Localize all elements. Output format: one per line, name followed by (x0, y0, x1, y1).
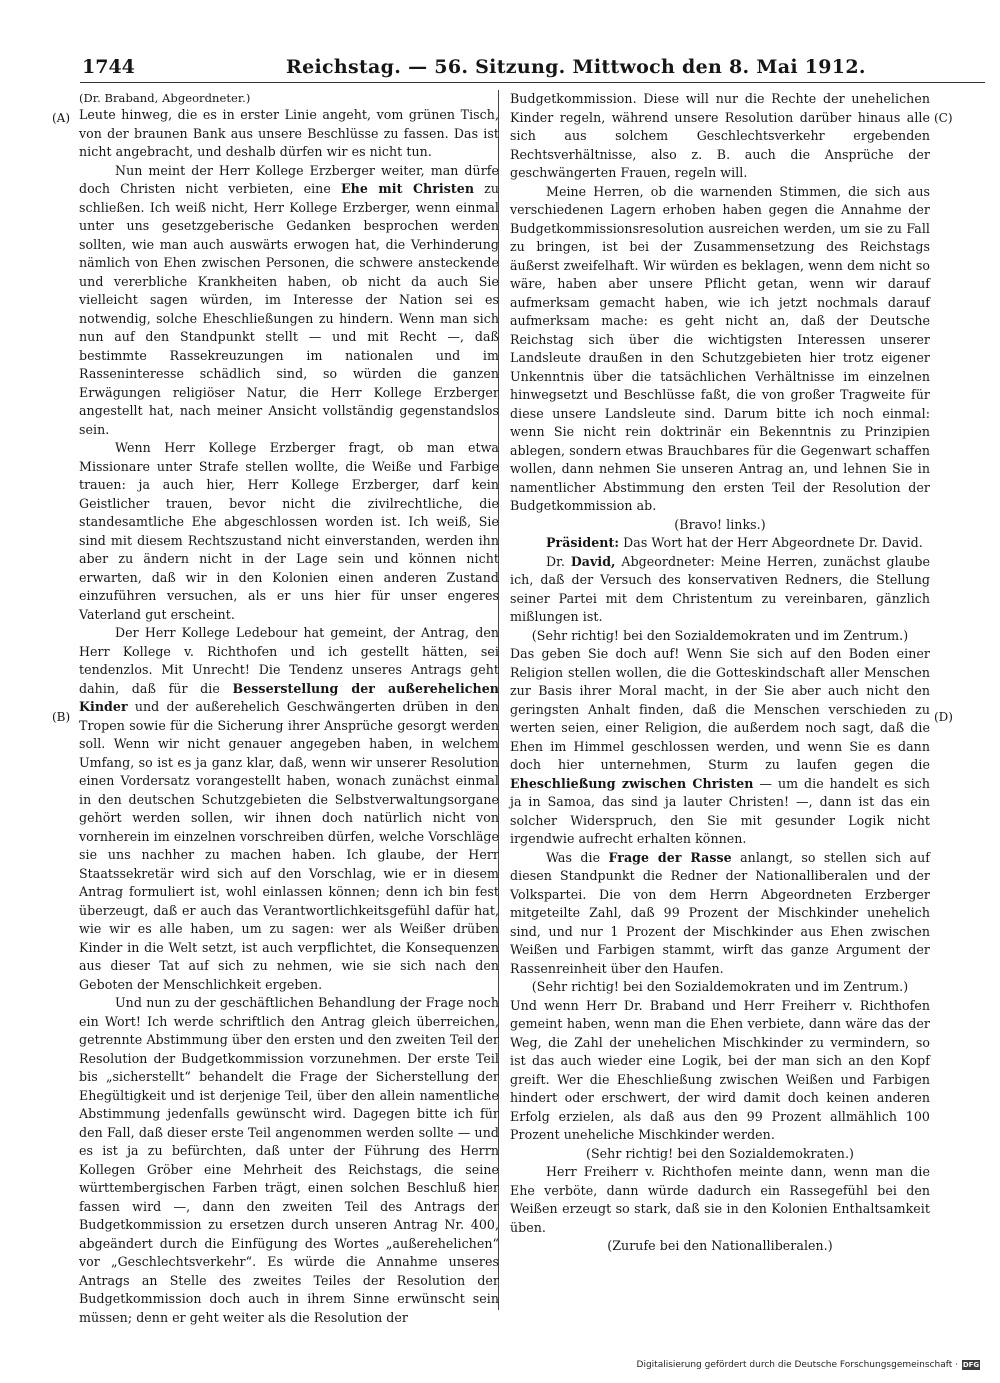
margin-letter-b: (B) (52, 710, 71, 724)
reaction: (Sehr richtig! bei den Sozialdemokraten und im Zentrum.) (531, 627, 909, 643)
reaction: (Zurufe bei den Nationalliberalen.) (607, 1238, 833, 1253)
text-run: Das geben Sie doch auf! Wenn Sie sich auf den Boden einer Religion stellen wollen, die die Gotteskindschaft aller Menschen zur Basis ihrer Moral macht, in der Sie aber auch nicht den geringsten Anhalt finden, daß die Menschen verschieden zu werten seien, einer Religion, die außerdem noch sagt, daß die Ehen im Himmel geschlossen werden, und wenn Sie es dann doch hier unternehmen, Sturm zu laufen gegen die (510, 646, 930, 772)
paragraph: Meine Herren, ob die warnenden Stimmen, die sich aus verschiedenen Lagern erhoben haben gegen die Annahme der Budgetkommissionsresolution ausreichen werden, um sie zu Fall zu bringen, ist bei der Zusammensetzung des Reichstags äußerst zweifelhaft. Wir würden es beklagen, wenn dem nicht so wäre, haben aber unsere Pflicht getan, wenn wir darauf aufmerksam gemacht haben, wie ich jetzt nochmals darauf aufmerksam mache: es geht nicht an, daß der Deutsche Reichstag sich über die wichtigsten Interessen unserer Landsleute draußen in den Schutzgebieten hier trotz eigener Unkenntnis über die tatsächlichen Verhältnisse im einzelnen hinwegsetzt und Beschlüsse faßt, die von großer Tragweite für diese unsere Landsleute sind. Darum bitte ich noch einmal: wenn Sie nicht rein doktrinär ein Bekenntnis zu Prinzipien ablegen, sondern etwas Brauchbares für die Gegenwart schaffen wollen, dann nehmen Sie unseren Antrag an, und lehnen Sie in namentlicher Abstimmung den ersten Teil der Resolution der Budgetkommission ab. (510, 183, 930, 513)
text-run: und der außerehelich Geschwängerten drüben in den Tropen sowie für die Sicherung ihrer Ansprüche gesorgt werden soll. Wenn wir nicht genauer angegeben haben, in welchem Umfang, so ist es ja ganz klar, daß, wenn wir unserer Resolution einen Vordersatz vorangestellt haben, wonach zunächst einmal in den deutschen Schutzgebieten die Selbstverwaltungsorgane gehört werden sollen, wir ihnen doch natürlich nicht von vornherein im einzelnen vorschreiben dürfen, welche Vorschläge sie uns nachher zu machen haben. Ich glaube, der Herr Staatssekretär wird sich auf den Vorschlag, wie er in diesem Antrag formuliert ist, wohl einlassen können; denn ich bin fest überzeugt, daß er auch das Verantwortlichkeitsgefühl dafür hat, wie wir es alle haben, um zu sagen: wer als Weißer drüben Kinder in die Welt setzt, ist auch verpflichtet, die Konsequenzen aus dieser Tat auf sich zu nehmen, wie sie sich nach den Geboten der Menschlichkeit ergeben. (79, 699, 499, 992)
paragraph: Und wenn Herr Dr. Braband und Herr Freiherr v. Richthofen gemeint haben, wenn man die Ehen verbiete, dann wäre das der Weg, die Zahl der unehelichen Mischkinder zu vermindern, so ist das auch wieder eine Logik, bei der man sich an den Kopf greift. Wer die Eheschließung zwischen Weißen und Farbigen hindert oder erschwert, der wird damit doch keinen anderen Erfolg erzielen, als daß aus den 99 Prozent allmählich 100 Prozent uneheliche Mischkinder werden. (510, 997, 930, 1142)
paragraph: Budgetkommission. Diese will nur die Rechte der unehelichen Kinder regeln, während unsere Resolution darüber hinaus alle sich aus solchem Geschlechtsverkehr ergebenden Rechtsverhältnisse, also z. B. auch die Ansprüche der geschwängerten Frauen, regeln will. (510, 91, 930, 180)
right-column (510, 90, 930, 1256)
running-title: Reichstag. — 56. Sitzung. Mittwoch den 8. Mai 1912. (286, 56, 866, 78)
paragraph: Leute hinweg, die es in erster Linie angeht, vom grünen Tisch, von der braunen Bank aus unsere Beschlüsse zu fassen. Das ist nicht angebracht, und deshalb dürfen wir es nicht tun. (79, 107, 499, 159)
text-run: Abgeordneter: Meine Herren, zunächst glaube ich, daß der Versuch des konservativen Redners, die Stellung seiner Partei mit dem Christentum zu vereinbaren, gänzlich mißlungen ist. (510, 553, 930, 624)
footer-credit (637, 1360, 980, 1370)
emphasis: Ehe mit Christen (340, 181, 475, 196)
paragraph (510, 849, 930, 979)
reaction: (Sehr richtig! bei den Sozialdemokraten.) (586, 1145, 854, 1161)
speaker-label: Präsident: (546, 535, 620, 550)
speaker-note: (Dr. Braband, Abgeordneter.) (79, 91, 251, 105)
paragraph: Und nun zu der geschäftlichen Behandlung der Frage noch ein Wort! Ich werde schriftlich den Antrag gleich überreichen, getrennte Abstimmung über den ersten und den zweiten Teil der Resolution der Budgetkommission vorzunehmen. Der erste Teil bis „sicherstellt“ behandelt die Frage der Sicherstellung der Ehegültigkeit und ist derjenige Teil, über den allein namentliche Abstimmung jedenfalls gewünscht wird. Dagegen bitte ich für den Fall, daß dieser erste Teil angenommen werden sollte — und es ist ja zu befürchten, daß unter der Führung des Herrn Kollegen Gröber eine Mehrheit des Reichstags, die seine württembergischen Farben trägt, einen solchen Beschluß hier fassen wird —, dann den zweiten Teil des Antrags der Budgetkommission zu ersetzen durch unseren Antrag Nr. 400, abgeändert durch die Einfügung des Wortes „außerehelichen“ vor „Geschlechtsverkehr“. Es würde die Annahme unseres Antrags an Stelle des zweites Teiles der Resolution der Budgetkommission doch auch in ihrem Sinne erwünscht sein müssen; denn er geht weiter als die Resolution der (79, 995, 499, 1325)
reaction: (Bravo! links.) (674, 516, 766, 532)
left-column (79, 90, 499, 1327)
emphasis: Eheschließung zwischen Christen (510, 775, 754, 791)
emphasis: Frage der Rasse (608, 849, 732, 865)
text-run: Was die (546, 849, 609, 865)
paragraph: Wenn Herr Kollege Erzberger fragt, ob man etwa Missionare unter Strafe stellen wollte, die Weiße und Farbige trauen: ja auch hier, Herr Kollege Erzberger, darf kein Geistlicher trauen, bevor nicht die zivilrechtliche, die standesamtliche Ehe abgeschlossen worden ist. Ich weiß, Sie sind mit diesem Rechtszustand nicht einverstanden, werden ihn aber zu ändern nicht in der Lage sein und können nicht erwarten, daß wir in den Kolonien einen anderen Zustand einzuführen versuchen, als er uns hier für unser engeres Vaterland gut erscheint. (79, 440, 499, 622)
margin-letter-a: (A) (52, 111, 71, 125)
dfg-logo-icon: DFG (962, 1361, 980, 1369)
margin-letter-d: (D) (934, 710, 953, 724)
paragraph (510, 534, 930, 553)
reaction: (Sehr richtig! bei den Sozialdemokraten und im Zentrum.) (531, 979, 909, 994)
paragraph: Herr Freiherr v. Richthofen meinte dann, wenn man die Ehe verböte, dann würde dadurch ein Rassegefühl bei den Weißen erzeugt so stark, daß sie in den Kolonien Enthaltsamkeit üben. (510, 1164, 930, 1235)
text-run: anlangt, so stellen sich auf diesen Standpunkt die Redner der Nationalliberalen und der Volkspartei. Die von dem Herrn Abgeordneten Erzberger mitgeteilte Zahl, daß 99 Prozent der Mischkinder unehelich sind, und nur 1 Prozent der Mischkinder aus Ehen zwischen Weißen und Farbigen stammt, wirft das ganze Argument der Rassenreinheit über den Haufen. (510, 849, 930, 976)
speaker-label: David, (570, 553, 616, 569)
footer-text: Digitalisierung gefördert durch die Deutsche Forschungsgemeinschaft · (636, 1360, 958, 1370)
text-run: Der Herr Kollege Ledebour hat gemeint, der Antrag, den Herr Kollege v. Richthofen und ich gestellt hätten, sei tendenzlos. Mit Unrecht! Die Tendenz unseres Antrags geht dahin, daß für die (79, 625, 499, 696)
page-header (80, 54, 985, 83)
page-number: 1744 (82, 56, 135, 78)
text-run: Dr. (546, 553, 571, 569)
emphasis: Besserstellung der außerehelichen Kinder (79, 680, 499, 714)
text-run: zu schließen. Ich weiß nicht, Herr Kollege Erzberger, wenn einmal unter uns gesetzgeberische Gedanken besprochen werden sollten, wie man auch auswärts erwogen hat, die Verhinderung nämlich von Ehen zwischen Personen, die schwere ansteckende und vererbliche Krankheiten haben, ob nicht da auch Sie vielleicht sagen würden, im Interesse der Nation sei es notwendig, solche Eheschließungen zu hindern. Wenn man sich nun auf den Standpunkt stellt — und mit Recht —, daß bestimmte Rassekreuzungen im nationalen und im Rasseninteresse schädlich sind, so würden die ganzen Erwägungen religiöser Natur, die Herr Kollege Erzberger angestellt hat, nach meiner Ansicht vollständig gegenstandslos sein. (79, 181, 499, 437)
paragraph (510, 645, 930, 849)
text-run: Nun meint der Herr Kollege Erzberger weiter, man dürfe doch Christen nicht verbieten, eine (79, 162, 499, 196)
margin-letter-c: (C) (934, 111, 953, 125)
text-run: Das Wort hat der Herr Abgeordnete Dr. David. (619, 535, 923, 550)
paragraph (79, 162, 499, 440)
paragraph (510, 553, 930, 627)
paragraph (79, 624, 499, 994)
text-run: — um die handelt es sich ja in Samoa, das sind ja lauter Christen! —, dann ist das ein solcher Widerspruch, den Sie mit gesunder Logik nicht irgendwie aufrecht erhalten können. (510, 775, 930, 846)
